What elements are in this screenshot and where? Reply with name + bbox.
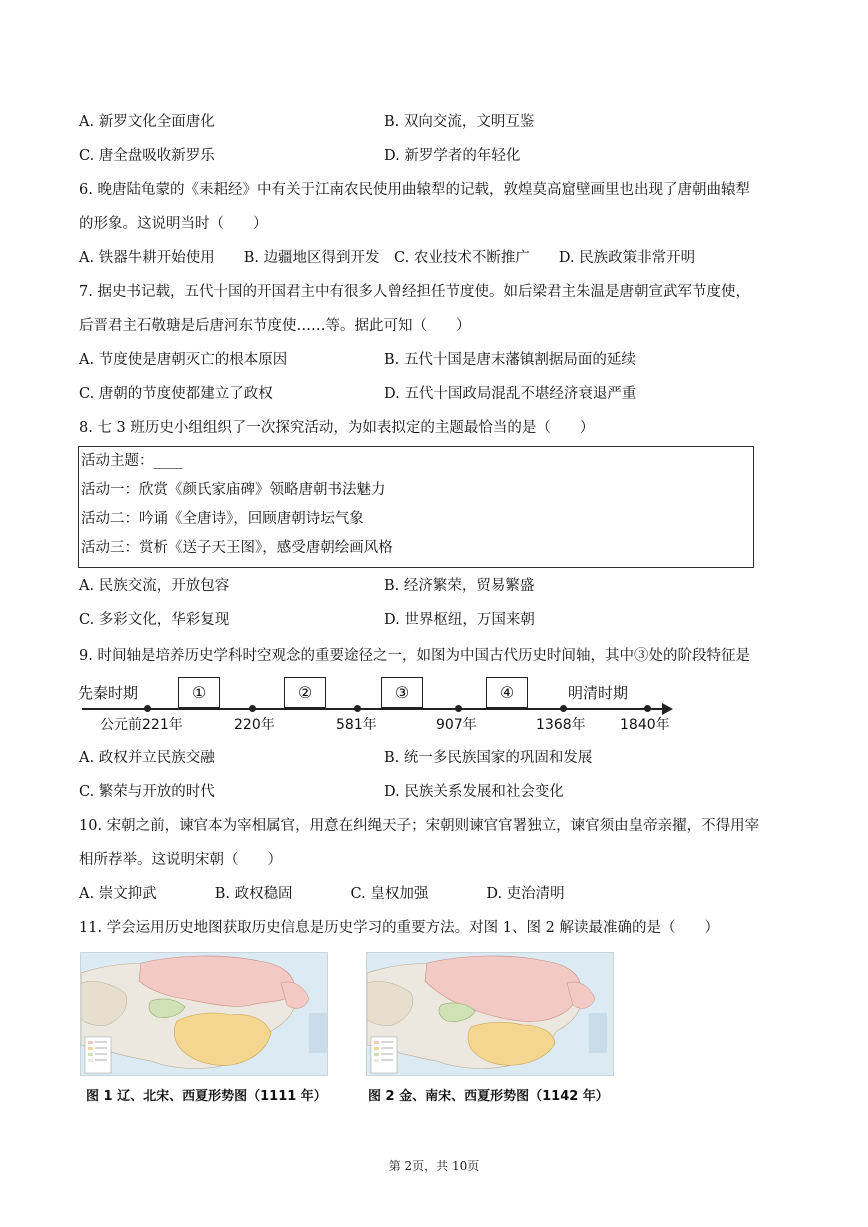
q6-stem-line1: 6. 晚唐陆龟蒙的《耒耜经》中有关于江南农民使用曲辕犁的记载，敦煌莫高窟壁画里也出现了唐朝曲辕犁 bbox=[79, 182, 750, 198]
q7-option-c: C. 唐朝的节度使都建立了政权 bbox=[79, 386, 273, 402]
q8-option-a: A. 民族交流，开放包容 bbox=[79, 578, 230, 594]
q8-option-b: B. 经济繁荣，贸易繁盛 bbox=[384, 578, 535, 594]
q6-options: A. 铁器牛耕开始使用 B. 边疆地区得到开发 C. 农业技术不断推广 D. 民族政策非常开明 bbox=[79, 250, 696, 266]
timeline-segment-3: ③ bbox=[381, 677, 423, 708]
timeline-segment-4: ④ bbox=[486, 677, 528, 708]
activity-three: 活动三：赏析《送子天王图》，感受唐朝绘画风格 bbox=[81, 540, 393, 556]
timeline-end-label: 明清时期 bbox=[568, 684, 629, 702]
map-figure-2-caption: 图 2 金、南宋、西夏形势图（1142 年） bbox=[368, 1089, 609, 1104]
timeline-year: 1368年 bbox=[536, 717, 586, 733]
map-figure-1 bbox=[80, 952, 328, 1076]
q9-option-d: D. 民族关系发展和社会变化 bbox=[384, 784, 564, 800]
q8-option-c: C. 多彩文化，华彩复现 bbox=[79, 612, 230, 628]
timeline-year: 公元前221年 bbox=[100, 717, 183, 733]
activity-one: 活动一：欣赏《颜氏家庙碑》领略唐朝书法魅力 bbox=[81, 482, 386, 498]
q11-stem: 11. 学会运用历史地图获取历史信息是历史学习的重要方法。对图 1、图 2 解读最准确的是（ ） bbox=[79, 920, 719, 936]
q8-stem: 8. 七 3 班历史小组组织了一次探究活动，为如表拟定的主题最恰当的是（ ） bbox=[79, 420, 595, 436]
historical-map-1-image bbox=[81, 953, 328, 1076]
q5-option-d: D. 新罗学者的年轻化 bbox=[384, 148, 521, 164]
history-timeline bbox=[78, 674, 678, 736]
q7-stem-line2: 后晋君主石敬瑭是后唐河东节度使……等。据此可知（ ） bbox=[79, 318, 471, 334]
q8-option-d: D. 世界枢纽，万国来朝 bbox=[384, 612, 535, 628]
historical-map-2-image bbox=[367, 953, 607, 1076]
q10-stem-line1: 10. 宋朝之前，谏官本为宰相属官，用意在纠绳天子；宋朝则谏官官署独立，谏官须由皇帝亲擢，不得用宰 bbox=[79, 818, 760, 834]
q9-option-b: B. 统一多民族国家的巩固和发展 bbox=[384, 750, 593, 766]
q9-stem: 9. 时间轴是培养历史学科时空观念的重要途径之一，如图为中国古代历史时间轴，其中③处的阶段特征是 bbox=[79, 648, 750, 664]
timeline-tick bbox=[354, 705, 361, 712]
activity-two: 活动二：吟诵《全唐诗》，回顾唐朝诗坛气象 bbox=[81, 511, 364, 527]
timeline-year: 220年 bbox=[234, 717, 275, 733]
q7-option-d: D. 五代十国政局混乱不堪经济衰退严重 bbox=[384, 386, 637, 402]
timeline-year: 907年 bbox=[436, 717, 477, 733]
q7-option-b: B. 五代十国是唐末藩镇割据局面的延续 bbox=[384, 352, 636, 368]
map-figure-1-caption: 图 1 辽、北宋、西夏形势图（1111 年） bbox=[86, 1089, 327, 1104]
timeline-tick bbox=[144, 705, 151, 712]
q5-option-b: B. 双向交流，文明互鉴 bbox=[384, 114, 535, 130]
timeline-start-label: 先秦时期 bbox=[78, 684, 139, 702]
q10-options: A. 崇文抑武 B. 政权稳固 C. 皇权加强 D. 吏治清明 bbox=[79, 886, 565, 902]
q5-option-c: C. 唐全盘吸收新罗乐 bbox=[79, 148, 215, 164]
q5-option-a: A. 新罗文化全面唐化 bbox=[79, 114, 215, 130]
timeline-tick bbox=[249, 705, 256, 712]
activity-theme: 活动主题：____ bbox=[81, 453, 183, 469]
q9-option-a: A. 政权并立民族交融 bbox=[79, 750, 215, 766]
timeline-tick bbox=[560, 705, 567, 712]
page-footer: 第 2页，共 10页 bbox=[388, 1159, 480, 1173]
q7-option-a: A. 节度使是唐朝灭亡的根本原因 bbox=[79, 352, 288, 368]
map-figure-2 bbox=[366, 952, 614, 1076]
timeline-year: 1840年 bbox=[620, 717, 670, 733]
timeline-segment-2: ② bbox=[284, 677, 326, 708]
q10-stem-line2: 相所荐举。这说明宋朝（ ） bbox=[79, 852, 282, 868]
q9-option-c: C. 繁荣与开放的时代 bbox=[79, 784, 215, 800]
timeline-segment-1: ① bbox=[178, 677, 220, 708]
timeline-year: 581年 bbox=[336, 717, 377, 733]
q8-activity-table bbox=[78, 446, 754, 568]
q6-stem-line2: 的形象。这说明当时（ ） bbox=[79, 216, 268, 232]
timeline-tick bbox=[644, 705, 651, 712]
timeline-tick bbox=[455, 705, 462, 712]
q7-stem-line1: 7. 据史书记载，五代十国的开国君主中有很多人曾经担任节度使。如后梁君主朱温是唐朝宣武军节度使， bbox=[79, 284, 750, 300]
timeline-axis bbox=[82, 708, 664, 710]
